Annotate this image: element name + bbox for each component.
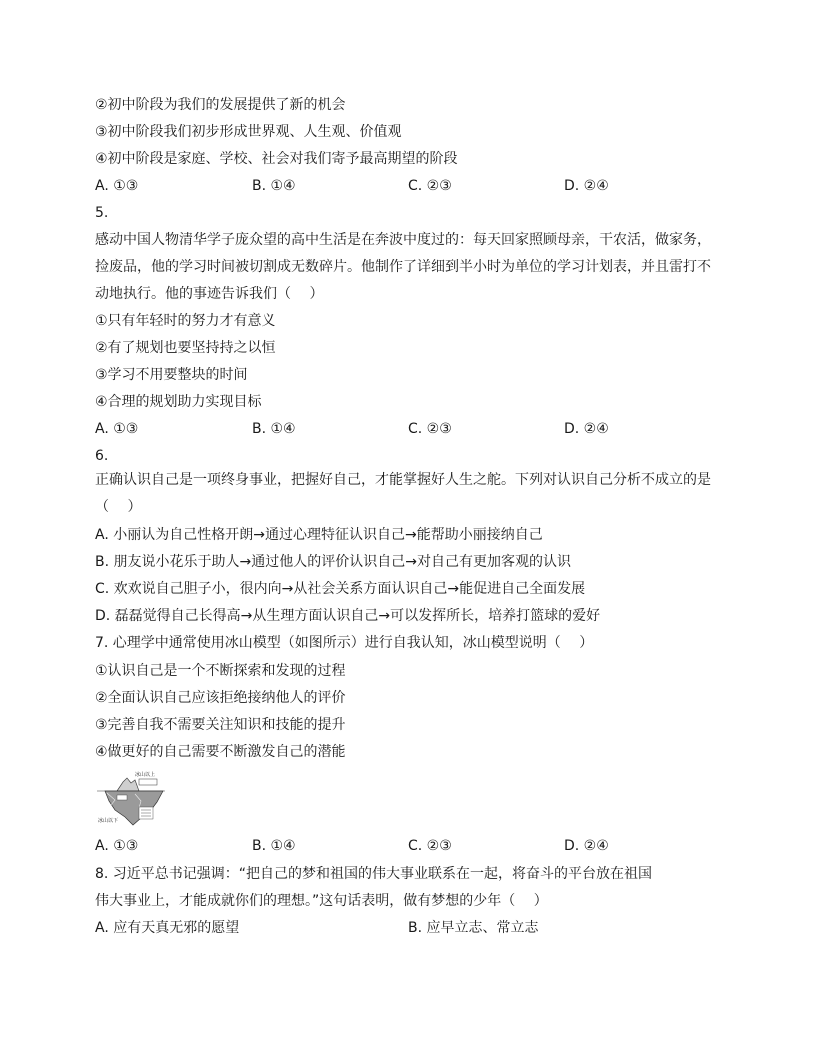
q8-option-a: A. 应有天真无邪的愿望 (95, 920, 240, 936)
q5-option-d: D. ②④ (564, 421, 609, 437)
q4-options (95, 176, 715, 196)
q7-option-d: D. ②④ (564, 838, 609, 854)
q6-option-a: A. 小丽认为自己性格开朗→通过心理特征认识自己→能帮助小丽接纳自己 (95, 527, 543, 543)
q8-stem-line-1: 8. 习近平总书记强调：“把自己的梦和祖国的伟大事业联系在一起，将奋斗的平台放在祖国 (95, 866, 653, 882)
q7-item-4: ④做更好的自己需要不断激发自己的潜能 (95, 744, 346, 760)
q6-option-b: B. 朋友说小花乐于助人→通过他人的评价认识自己→对自己有更加客观的认识 (95, 554, 571, 570)
q5-item-3: ③学习不用要整块的时间 (95, 367, 248, 383)
q4-option-b: B. ①④ (252, 178, 296, 194)
q7-option-c: C. ②③ (408, 838, 452, 854)
q4-item-3: ③初中阶段我们初步形成世界观、人生观、价值观 (95, 124, 402, 140)
q5-option-b: B. ①④ (252, 421, 296, 437)
q5-option-a: A. ①③ (95, 421, 139, 437)
q5-stem-line-3: 动地执行。他的事迹告诉我们（ ） (95, 286, 324, 302)
q7-option-b: B. ①④ (252, 838, 296, 854)
q8-option-b: B. 应早立志、常立志 (408, 920, 539, 936)
q5-number: 5. (95, 205, 109, 221)
q7-stem: 7. 心理学中通常使用冰山模型（如图所示）进行自我认知，冰山模型说明（ ） (95, 635, 594, 651)
q5-item-4: ④合理的规划助力实现目标 (95, 394, 262, 410)
q5-option-c: C. ②③ (408, 421, 452, 437)
callout-box (139, 779, 157, 785)
q5-stem-line-2: 捡废品，他的学习时间被切割成无数碎片。他制作了详细到半小时为单位的学习计划表，并且雷打不 (95, 259, 711, 275)
q6-option-c: C. 欢欢说自己胆子小，很内向→从社会关系方面认识自己→能促进自己全面发展 (95, 581, 586, 597)
q6-option-d: D. 磊磊觉得自己长得高→从生理方面认识自己→可以发挥所长，培养打篮球的爱好 (95, 608, 601, 624)
q6-number: 6. (95, 448, 109, 464)
iceberg-model-figure (95, 770, 167, 828)
q4-item-2: ②初中阶段为我们的发展提供了新的机会 (95, 97, 346, 113)
q7-item-1: ①认识自己是一个不断探索和发现的过程 (95, 663, 346, 679)
q8-stem-line-2: 伟大事业上，才能成就你们的理想。”这句话表明，做有梦想的少年（ ） (95, 893, 548, 909)
q7-option-a: A. ①③ (95, 838, 139, 854)
q8-options (95, 918, 715, 938)
q5-item-1: ①只有年轻时的努力才有意义 (95, 313, 276, 329)
iceberg-image (95, 770, 167, 828)
iceberg-label-bottom: 冰山以下 (98, 818, 119, 824)
iceberg-label-top: 冰山以上 (135, 772, 156, 778)
q7-item-3: ③完善自我不需要关注知识和技能的提升 (95, 717, 346, 733)
q7-options (95, 836, 715, 856)
q5-stem-line-1: 感动中国人物清华学子庞众望的高中生活是在奔波中度过的：每天回家照顾母亲，干农活，做家务， (95, 232, 711, 248)
q5-options (95, 419, 715, 439)
q7-item-2: ②全面认识自己应该拒绝接纳他人的评价 (95, 690, 346, 706)
q6-stem-line-2: （ ） (95, 499, 142, 515)
q4-item-4: ④初中阶段是家庭、学校、社会对我们寄予最高期望的阶段 (95, 151, 458, 167)
q4-option-d: D. ②④ (564, 178, 609, 194)
q6-stem-line-1: 正确认识自己是一项终身事业，把握好自己，才能掌握好人生之舵。下列对认识自己分析不成立的是 (95, 472, 711, 488)
q4-option-a: A. ①③ (95, 178, 139, 194)
q5-item-2: ②有了规划也要坚持持之以恒 (95, 340, 276, 356)
q4-option-c: C. ②③ (408, 178, 452, 194)
